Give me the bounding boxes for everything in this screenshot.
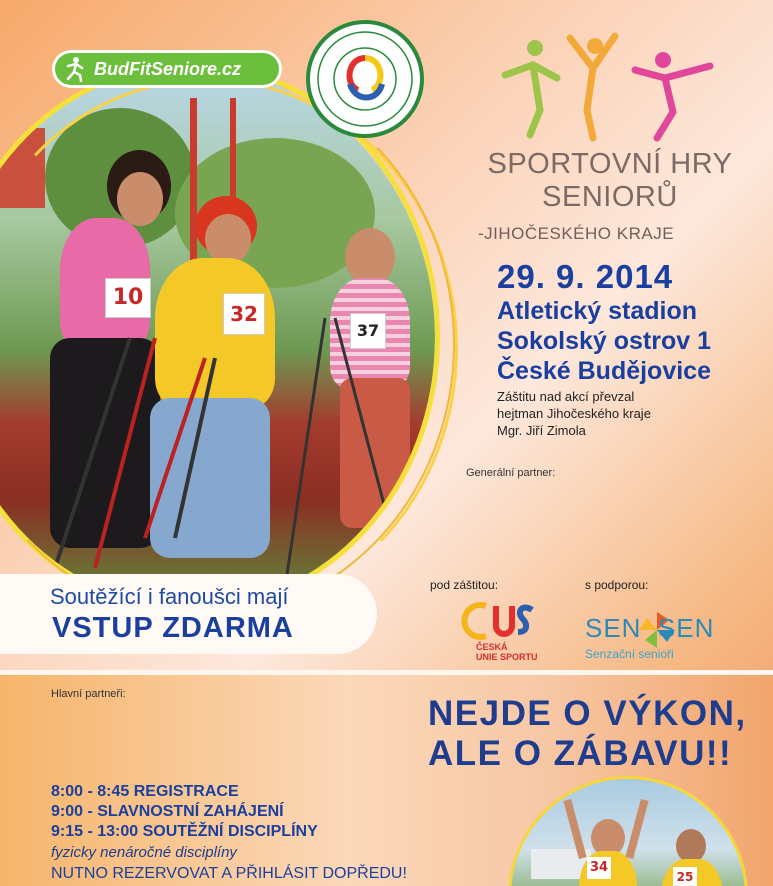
schedule [51, 782, 407, 884]
schedule-item: 9:00 - SLAVNOSTNÍ ZAHÁJENÍ [51, 803, 284, 820]
schedule-note: fyzicky nenáročné disciplíny [51, 844, 237, 861]
budfit-logo[interactable] [52, 50, 282, 88]
club-seal [306, 20, 424, 138]
support-label: s podporou: [585, 578, 649, 592]
cus-name [476, 642, 538, 662]
patronage-note [497, 388, 651, 439]
event-title-line1: SPORTOVNÍ HRY [487, 148, 733, 180]
cus-name-line: ČESKÁ [476, 642, 508, 652]
dancers-graphic [495, 30, 725, 145]
sensen-logo-text: SEN SEN [585, 613, 715, 643]
schedule-item: 8:00 - 8:45 REGISTRACE [51, 783, 239, 800]
venue-line: České Budějovice [497, 357, 711, 385]
auspices-label: pod záštitou: [430, 578, 499, 592]
raised-arm [625, 799, 648, 859]
bib-number: 10 [105, 278, 151, 318]
bib-number: 25 [673, 867, 697, 886]
event-date: 29. 9. 2014 [497, 258, 674, 295]
budfit-logo-text: BudFitSeniore.cz [94, 58, 242, 79]
patron-line: Záštitu nad akcí převzal [497, 389, 635, 404]
senior-head [676, 829, 706, 863]
bib-number: 34 [587, 857, 611, 879]
schedule-item: 9:15 - 13:00 SOUTĚŽNÍ DISCIPLÍNY [51, 823, 318, 840]
divider [0, 670, 773, 675]
event-title-line2: SENIORŮ [542, 181, 678, 213]
reservation-notice: NUTNO REZERVOVAT A PŘIHLÁSIT DOPŘEDU! [51, 865, 407, 882]
club-seal-emblem [310, 24, 420, 134]
runner-icon [62, 56, 88, 82]
patron-line: Mgr. Jiří Zimola [497, 423, 586, 438]
bib-number: 32 [223, 293, 265, 335]
event-venue [497, 296, 711, 386]
free-entry-line1: Soutěžící i fanoušci mají [50, 584, 289, 609]
slogan [428, 694, 747, 774]
slogan-line2: ALE O ZÁBAVU!! [428, 734, 733, 773]
bib-number: 37 [350, 313, 386, 349]
event-subtitle: -JIHOČESKÉHO KRAJE [478, 224, 675, 243]
slogan-line1: NEJDE O VÝKON, [428, 694, 747, 733]
cus-name-line: UNIE SPORTU [476, 652, 538, 662]
event-title [440, 148, 773, 214]
sensen-tagline: Senzační senioři [585, 647, 674, 661]
venue-line: Sokolský ostrov 1 [497, 327, 711, 355]
patron-line: hejtman Jihočeského kraje [497, 406, 651, 421]
main-partners-label: Hlavní partneři: [51, 688, 126, 700]
venue-line: Atletický stadion [497, 297, 698, 325]
general-partner-label: Generální partner: [466, 467, 556, 479]
free-entry-line2: VSTUP ZDARMA [52, 612, 294, 644]
